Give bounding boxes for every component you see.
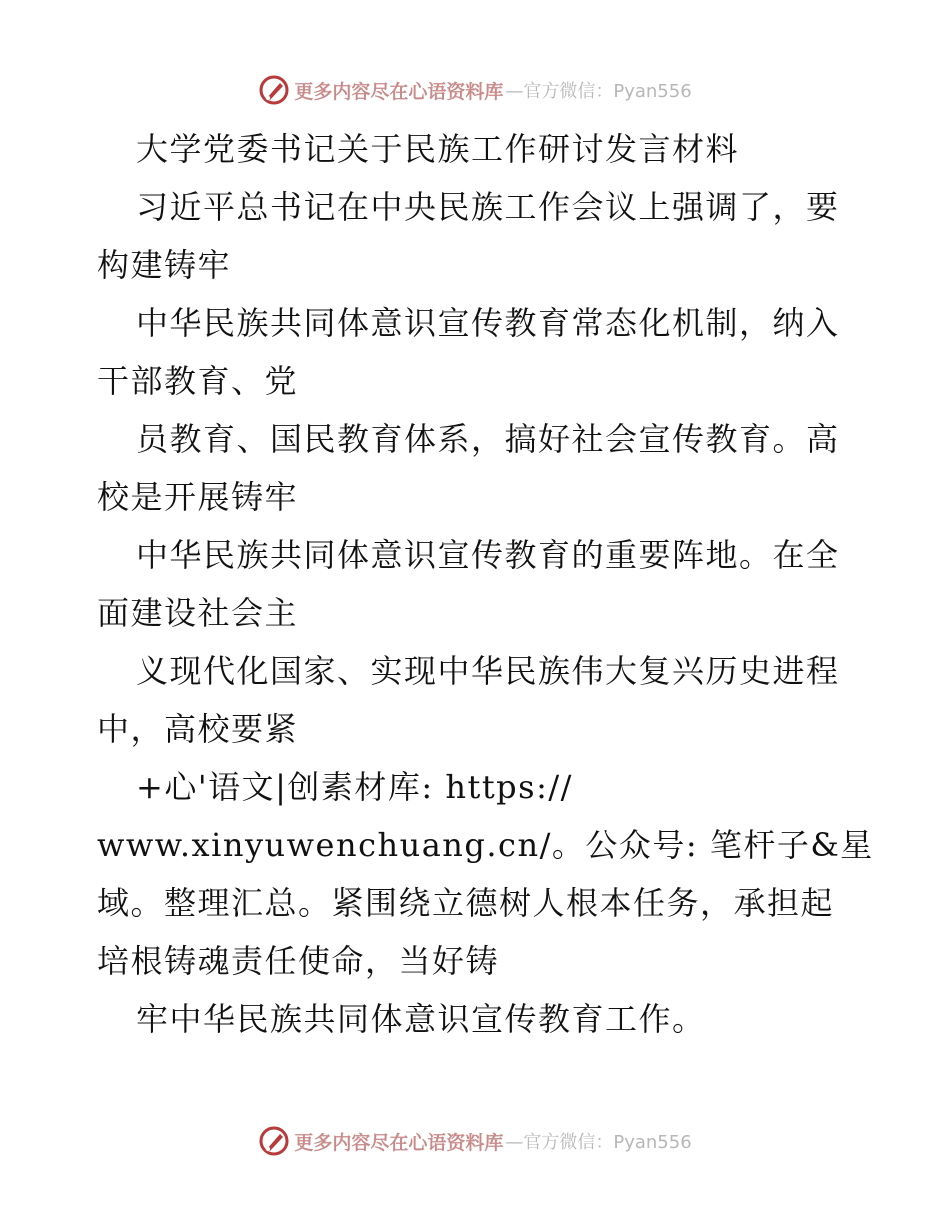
paragraph-line: 培根铸魂责任使命，当好铸 [97,942,500,980]
watermark-dash: — [505,1132,524,1153]
watermark-official-label: 官方微信： [523,1132,614,1153]
paragraph-line: 习近平总书记在中央民族工作会议上强调了，要 [136,188,840,226]
paragraph-line: 中华民族共同体意识宣传教育常态化机制，纳入 [136,304,840,342]
paragraph-line: 面建设社会主 [97,594,299,632]
paragraph-line: 义现代化国家、实现中华民族伟大复兴历史进程 [136,652,840,690]
paragraph-line: 牢中华民族共同体意识宣传教育工作。 [136,1000,706,1038]
paragraph-line: 中华民族共同体意识宣传教育的重要阵地。在全 [136,536,840,574]
paragraph-line: 校是开展铸牢 [97,478,299,516]
pen-logo-icon [258,1125,290,1157]
watermark-official-label: 官方微信： [523,81,614,102]
watermark-main-text: 更多内容尽在心语资料库 [294,1131,504,1154]
paragraph-line: 员教育、国民教育体系，搞好社会宣传教育。高 [136,420,840,458]
watermark-wechat-id: Pyan556 [613,81,692,102]
paragraph-line: 大学党委书记关于民族工作研讨发言材料 [136,130,740,168]
paragraph-line: 域。整理汇总。紧围绕立德树人根本任务，承担起 [97,884,835,922]
footer-watermark [0,1124,950,1158]
paragraph-line: www.xinyuwenchuang.cn/。公众号: 笔杆子&星 [97,826,874,864]
watermark-main-text: 更多内容尽在心语资料库 [294,80,504,103]
watermark-wechat-id: Pyan556 [613,1132,692,1153]
header-watermark [0,73,950,107]
watermark-official [505,77,691,103]
document-body [97,120,874,1048]
paragraph-line: +心'语文|创素材库: https:// [136,768,573,806]
paragraph-line: 干部教育、党 [97,362,299,400]
paragraph-line: 构建铸牢 [97,246,232,284]
paragraph-line: 中，高校要紧 [97,710,299,748]
watermark-official [505,1128,691,1154]
pen-logo-icon [258,74,290,106]
watermark-dash: — [505,81,524,102]
